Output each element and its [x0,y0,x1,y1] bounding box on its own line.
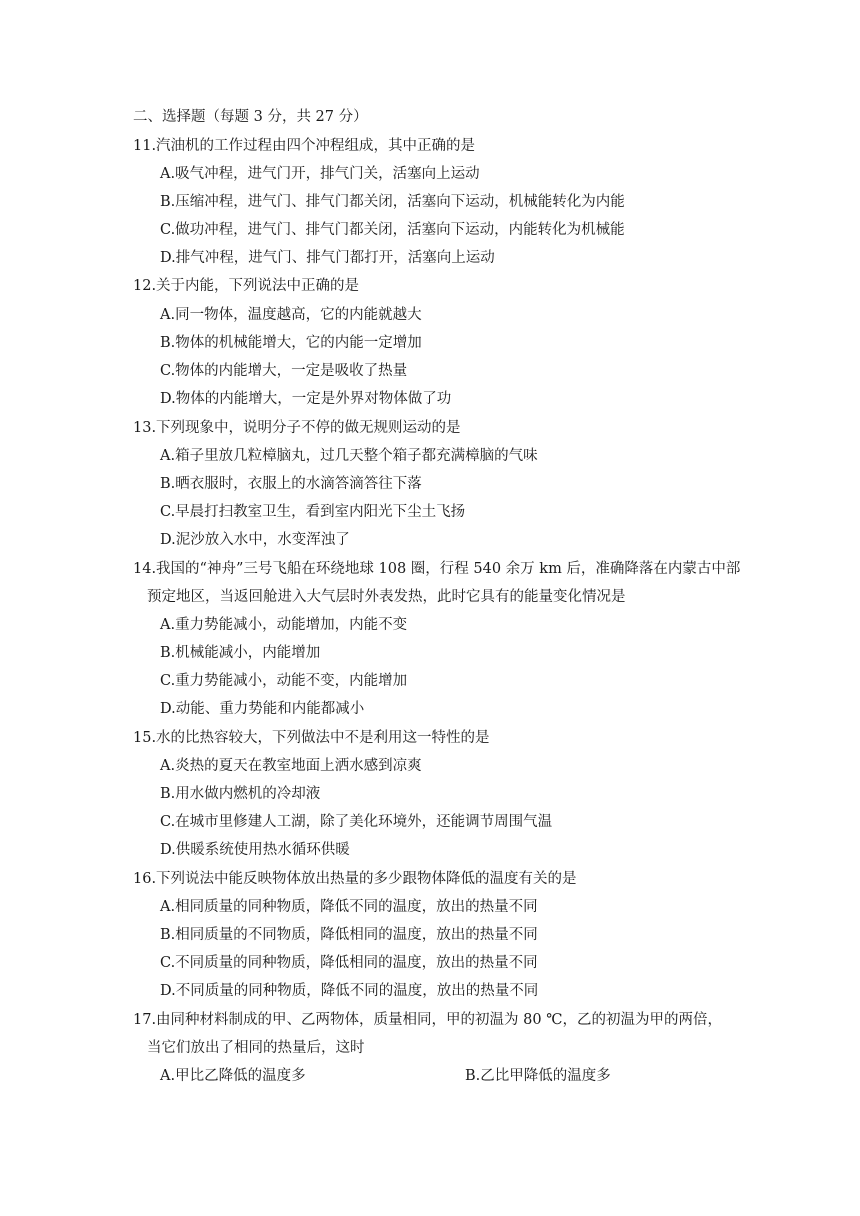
question-11-option-c: C.做功冲程，进气门、排气门都关闭，活塞向下运动，内能转化为机械能 [160,222,625,238]
question-16-option-c: C.不同质量的同种物质，降低相同的温度，放出的热量不同 [160,955,538,971]
question-17-stem-line-2: 当它们放出了相同的热量后，这时 [147,1040,365,1056]
question-13-stem: 13.下列现象中，说明分子不停的做无规则运动的是 [133,420,461,436]
question-14-stem-line-1: 14.我国的“神舟”三号飞船在环绕地球 108 圈，行程 540 余万 km 后，准确降落在内蒙古中部 [133,561,741,577]
question-16-option-d: D.不同质量的同种物质，降低不同的温度，放出的热量不同 [160,983,539,999]
question-13-option-a: A.箱子里放几粒樟脑丸，过几天整个箱子都充满樟脑的气味 [160,448,538,464]
question-13-option-b: B.晒衣服时，衣服上的水滴答滴答往下落 [160,476,422,492]
question-12-option-b: B.物体的机械能增大，它的内能一定增加 [160,335,422,351]
question-15-option-c: C.在城市里修建人工湖，除了美化环境外，还能调节周围气温 [160,814,553,830]
question-11-option-b: B.压缩冲程，进气门、排气门都关闭，活塞向下运动，机械能转化为内能 [160,194,625,210]
question-17-option-b: B.乙比甲降低的温度多 [465,1068,611,1084]
question-14-option-b: B.机械能减小，内能增加 [160,645,321,661]
question-16-stem: 16.下列说法中能反映物体放出热量的多少跟物体降低的温度有关的是 [133,871,577,887]
question-16-option-a: A.相同质量的同种物质，降低不同的温度，放出的热量不同 [160,899,538,915]
question-11-stem: 11.汽油机的工作过程由四个冲程组成，其中正确的是 [133,138,476,154]
question-14-stem-line-2: 预定地区，当返回舱进入大气层时外表发热，此时它具有的能量变化情况是 [147,589,626,605]
question-12-option-a: A.同一物体，温度越高，它的内能就越大 [160,307,422,323]
question-11-option-d: D.排气冲程，进气门、排气门都打开，活塞向上运动 [160,250,495,266]
question-15-stem: 15.水的比热容较大，下列做法中不是利用这一特性的是 [133,730,490,746]
question-15-option-a: A.炎热的夏天在教室地面上洒水感到凉爽 [160,758,422,774]
question-14-option-c: C.重力势能减小，动能不变，内能增加 [160,673,408,689]
question-12-option-d: D.物体的内能增大，一定是外界对物体做了功 [160,391,452,407]
question-12-stem: 12.关于内能，下列说法中正确的是 [133,278,360,294]
question-12-option-c: C.物体的内能增大，一定是吸收了热量 [160,363,408,379]
question-14-option-a: A.重力势能减小，动能增加，内能不变 [160,617,408,633]
question-17-stem-line-1: 17.由同种材料制成的甲、乙两物体，质量相同，甲的初温为 80 ℃，乙的初温为甲的两倍， [133,1012,722,1028]
question-13-option-c: C.早晨打扫教室卫生，看到室内阳光下尘土飞扬 [160,504,466,520]
question-15-option-d: D.供暖系统使用热水循环供暖 [160,842,350,858]
question-16-option-b: B.相同质量的不同物质，降低相同的温度，放出的热量不同 [160,927,538,943]
question-17-option-a: A.甲比乙降低的温度多 [160,1068,306,1084]
question-13-option-d: D.泥沙放入水中，水变浑浊了 [160,532,350,548]
question-14-option-d: D.动能、重力势能和内能都减小 [160,701,365,717]
question-15-option-b: B.用水做内燃机的冷却液 [160,786,321,802]
question-11-option-a: A.吸气冲程，进气门开，排气门关，活塞向上运动 [160,166,480,182]
section-heading: 二、选择题（每题 3 分，共 27 分） [133,109,368,125]
